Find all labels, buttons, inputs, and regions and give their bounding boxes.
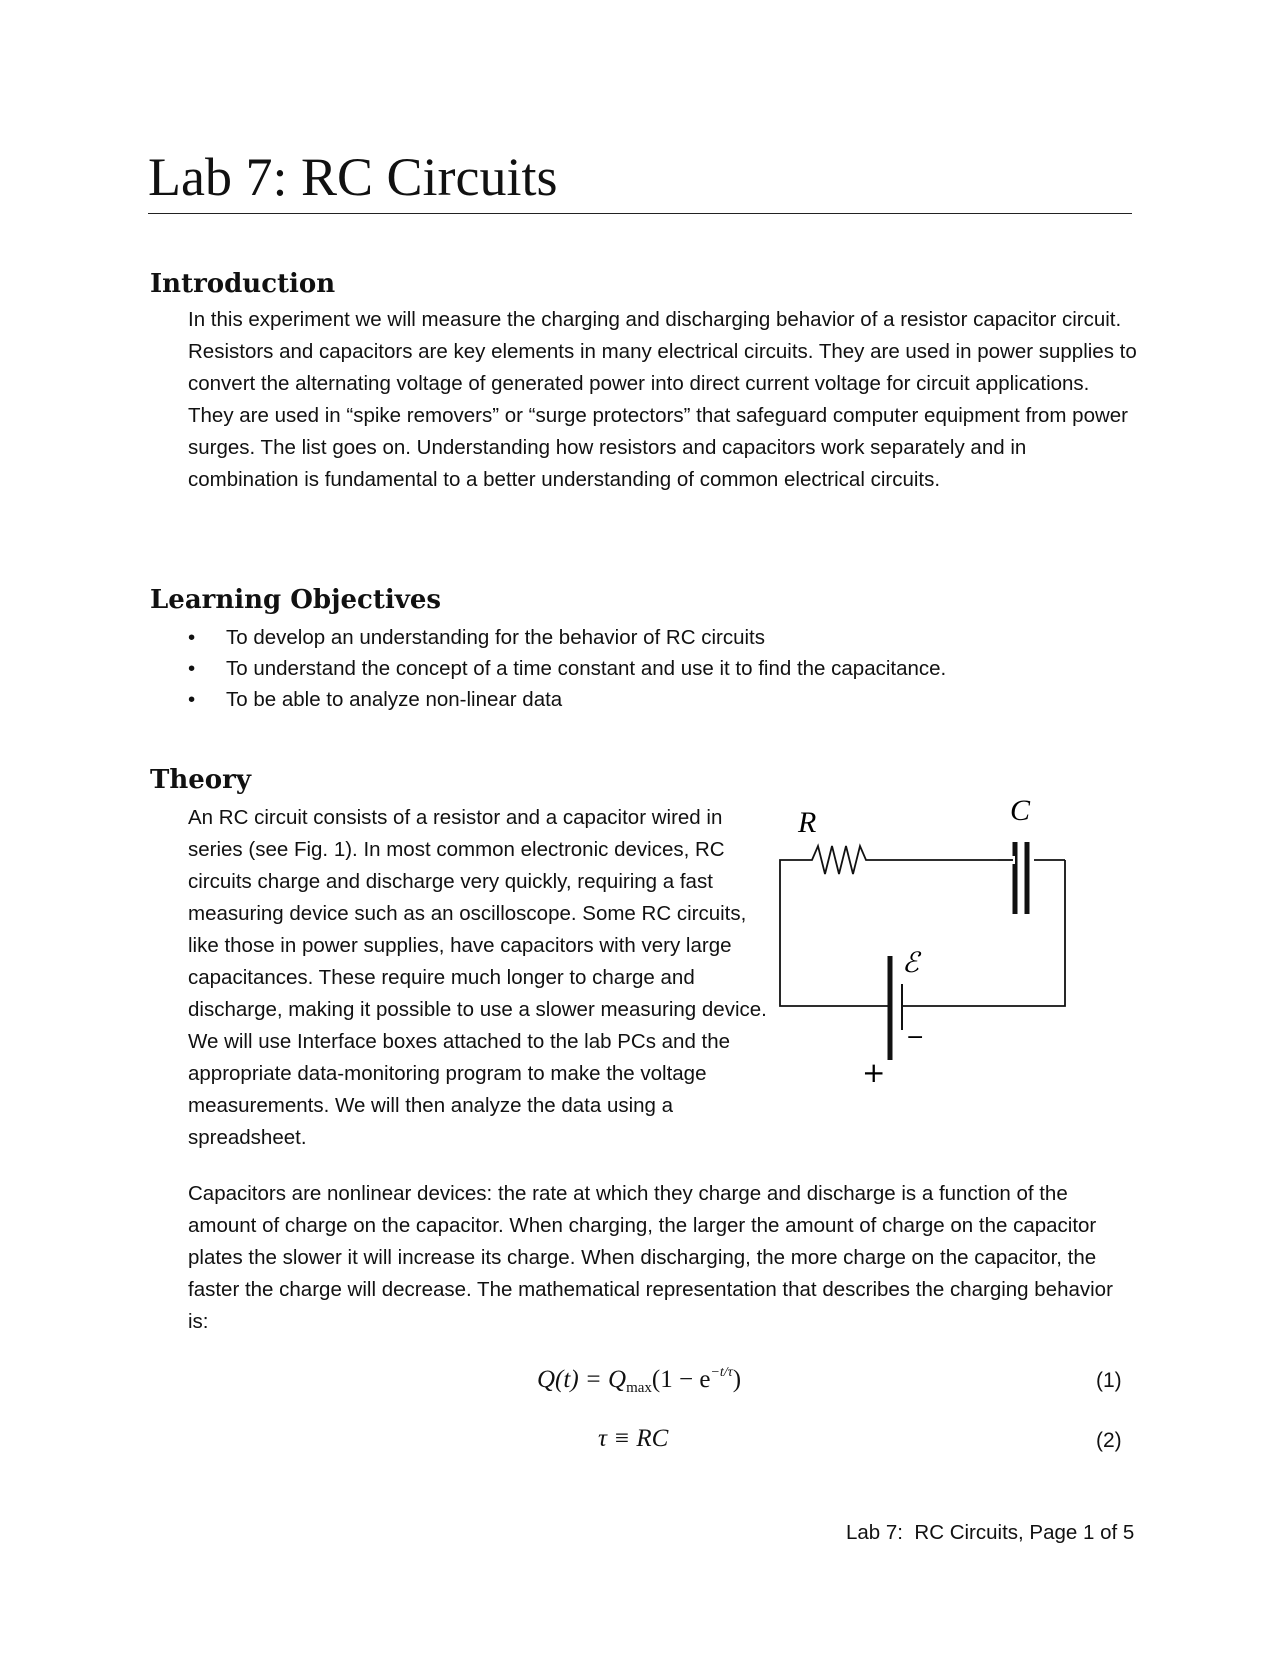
capacitor-label: C bbox=[1010, 798, 1031, 827]
objective-text: To be able to analyze non-linear data bbox=[226, 688, 563, 711]
resistor-label: R bbox=[798, 806, 817, 839]
resistor-icon bbox=[780, 846, 1016, 876]
circuit-wires bbox=[780, 846, 1065, 1006]
list-item bbox=[188, 622, 946, 653]
equation-1 bbox=[537, 1366, 741, 1396]
learning-objectives-heading: Learning Objectives bbox=[150, 585, 442, 615]
equation-1-subscript: max bbox=[626, 1380, 652, 1396]
list-item bbox=[188, 653, 946, 684]
equation-2: τ ≡ RC bbox=[598, 1425, 669, 1452]
equation-1-paren-close: ) bbox=[732, 1366, 742, 1393]
page-title: Lab 7: RC Circuits bbox=[148, 147, 558, 207]
theory-paragraph-2: Capacitors are nonlinear devices: the rate at which they charge and discharge is a function of the amount of charge on the capacitor. When charging, the larger the amount of charge on the capacitor plates the slower it will increase its charge. When discharging, the more charge on the capacitor, the faster the charge will decrease. The mathematical representation that describes the charging behavior is: bbox=[188, 1182, 1113, 1333]
emf-label: ℰ bbox=[902, 946, 919, 979]
page-footer: Lab 7: RC Circuits, Page 1 of 5 bbox=[846, 1521, 1135, 1544]
plus-label: + bbox=[862, 1056, 886, 1089]
theory-heading: Theory bbox=[150, 765, 251, 795]
theory-paragraph-1: An RC circuit consists of a resistor and a capacitor wired in series (see Fig. 1). In most common electronic devices, RC circuits charge and discharge very quickly, requiring a fast measuring device such as an oscilloscope. Some RC circuits, like those in power supplies, have capacitors with very large capacitances. These require much longer to charge and discharge, making it possible to use a slower measuring device. We will use Interface boxes attached to the lab PCs and the appropriate data-monitoring program to make the voltage measurements. We will then analyze the data using a spreadsheet. bbox=[188, 806, 767, 1149]
objective-text: To understand the concept of a time constant and use it to find the capacitance. bbox=[226, 657, 947, 680]
objectives-list bbox=[188, 622, 946, 715]
bullet-icon: • bbox=[188, 626, 196, 649]
introduction-paragraph: In this experiment we will measure the charging and discharging behavior of a resistor capacitor circuit. Resistors and capacitors are key elements in many electrical circuits. They are used in power supplies to convert the alternating voltage of generated power into direct current voltage for circuit applications. They are used in “spike removers” or “surge protectors” that safeguard computer equipment from power surges. The list goes on. Understanding how resistors and capacitors work separately and in combination is fundamental to a better understanding of common electrical circuits. bbox=[188, 308, 1137, 491]
introduction-heading: Introduction bbox=[150, 269, 336, 299]
equation-1-lhs: Q(t) = Q bbox=[537, 1366, 627, 1393]
title-underline bbox=[148, 213, 1132, 214]
objective-text: To develop an understanding for the behavior of RC circuits bbox=[226, 626, 766, 649]
bullet-icon: • bbox=[188, 657, 196, 680]
minus-label: − bbox=[906, 1025, 925, 1050]
list-item bbox=[188, 684, 946, 715]
equation-1-paren-open: (1 − e bbox=[651, 1366, 711, 1393]
capacitor-icon bbox=[998, 842, 1027, 914]
rc-circuit-diagram bbox=[770, 798, 1080, 1098]
equation-1-superscript: −t/τ bbox=[710, 1365, 733, 1380]
equation-1-number: (1) bbox=[1096, 1369, 1122, 1392]
equation-2-number: (2) bbox=[1096, 1429, 1122, 1452]
bullet-icon: • bbox=[188, 688, 196, 711]
battery-icon bbox=[890, 956, 902, 1060]
